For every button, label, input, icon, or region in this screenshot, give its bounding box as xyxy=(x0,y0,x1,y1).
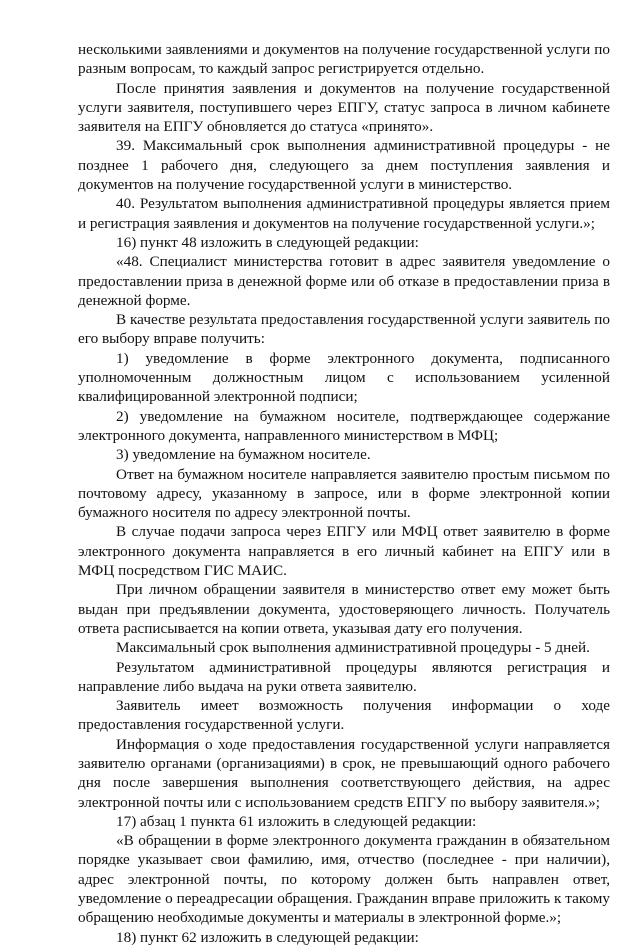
paragraph: 40. Результатом выполнения административной процедуры является прием и регистрация заявления и документов на получение государственной услуги.»; xyxy=(78,195,610,232)
paragraph: «48. Специалист министерства готовит в адрес заявителя уведомление о предоставлении приза в денежной форме или об отказе в предоставлении приза в денежной форме. xyxy=(78,253,610,309)
paragraph: Результатом административной процедуры являются регистрация и направление либо выдача на руки ответа заявителю. xyxy=(78,658,610,695)
paragraph: После принятия заявления и документов на получение государственной услуги заявителя, поступившего через ЕПГУ, статус запроса в личном кабинете заявителя на ЕПГУ обновляется до статуса «принято». xyxy=(78,79,610,136)
paragraph: В качестве результата предоставления государственной услуги заявитель по его выбору вправе получить: xyxy=(78,311,610,348)
paragraph: 1) уведомление в форме электронного документа, подписанного уполномоченным должностным лицом с использованием усиленной квалифицированной электронной подписи; xyxy=(78,349,610,406)
paragraph: 17) абзац 1 пункта 61 изложить в следующей редакции: xyxy=(116,812,477,830)
paragraph: 39. Максимальный срок выполнения административной процедуры - не позднее 1 рабочего дня, следующего за днем поступления заявления и документов на получение государственной услуги в министерство. xyxy=(78,137,610,194)
paragraph: 3) уведомление на бумажном носителе. xyxy=(116,446,371,464)
paragraph: 16) пункт 48 изложить в следующей редакции: xyxy=(116,233,419,251)
paragraph: Информация о ходе предоставления государственной услуги направляется заявителю органами (организациями) в срок, не превышающий одного рабочего дня после завершения выполнения соответствующего действия, на адрес электронной почты или с использованием средств ЕПГУ по выбору заявителя.»; xyxy=(78,735,610,811)
paragraph: При личном обращении заявителя в министерство ответ ему может быть выдан при предъявлении документа, удостоверяющего личность. Получатель ответа расписывается на копии ответа, указывая дату его получения. xyxy=(78,581,610,637)
paragraph: «В обращении в форме электронного документа гражданин в обязательном порядке указывает свои фамилию, имя, отчество (последнее - при наличии), адрес электронной почты, по которому должен быть направлен ответ, уведомление о переадресации обращения. Гражданин вправе приложить к такому обращению необходимые документы и материалы в электронной форме.»; xyxy=(78,832,610,927)
paragraph: Ответ на бумажном носителе направляется заявителю простым письмом по почтовому адресу, указанному в запросе, или в форме электронной копии бумажного носителя по адресу электронной почты. xyxy=(78,465,610,522)
paragraph: 2) уведомление на бумажном носителе, подтверждающее содержание электронного документа, направленного министерством в МФЦ; xyxy=(78,407,610,444)
paragraph: Максимальный срок выполнения административной процедуры - 5 дней. xyxy=(116,639,590,657)
paragraph: несколькими заявлениями и документов на получение государственной услуги по разным вопросам, то каждый запрос регистрируется отдельно. xyxy=(78,41,610,78)
paragraph: В случае подачи запроса через ЕПГУ или МФЦ ответ заявителю в форме электронного документа направляется в его личный кабинет на ЕПГУ или в МФЦ посредством ГИС МАИС. xyxy=(78,523,610,580)
paragraph: Заявитель имеет возможность получения информации о ходе предоставления государственной услуги. xyxy=(78,697,610,734)
document-page xyxy=(78,40,610,947)
paragraph: 18) пункт 62 изложить в следующей редакции: xyxy=(116,928,419,946)
